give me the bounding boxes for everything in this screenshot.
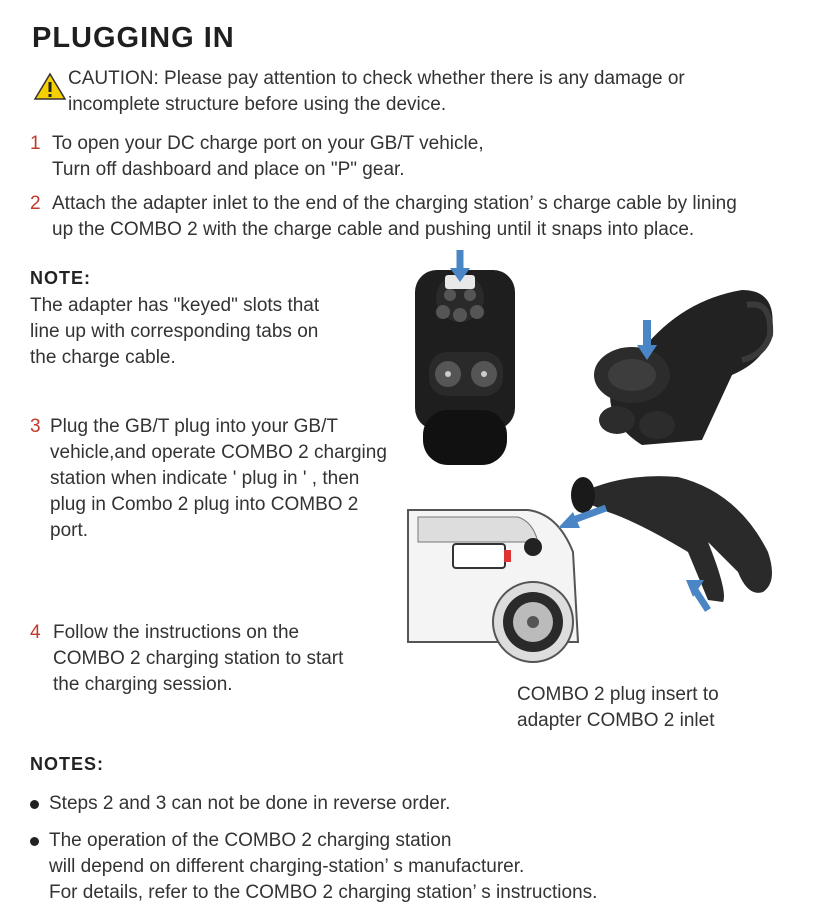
step-line: Turn off dashboard and place on "P" gear. bbox=[52, 159, 405, 180]
step-number: 2 bbox=[30, 193, 41, 214]
step-line: Follow the instructions on the bbox=[53, 622, 300, 643]
bullet-line: will depend on different charging-station’ s manufacturer. bbox=[49, 856, 525, 877]
note-line: the charge cable. bbox=[30, 347, 176, 368]
illustration-caption bbox=[517, 682, 719, 734]
caption-line: adapter COMBO 2 inlet bbox=[517, 710, 715, 731]
bullet-line: The operation of the COMBO 2 charging station bbox=[49, 830, 452, 851]
step-number: 3 bbox=[30, 416, 41, 437]
warning-icon bbox=[34, 72, 66, 100]
page-title: PLUGGING IN bbox=[32, 22, 235, 54]
car-combo2-illustration bbox=[408, 462, 808, 672]
gbt-plug-illustration bbox=[582, 280, 782, 455]
bullet-icon bbox=[30, 800, 39, 809]
step-line: COMBO 2 charging station to start bbox=[53, 648, 344, 669]
caption-line: COMBO 2 plug insert to bbox=[517, 684, 719, 705]
step-line: plug in Combo 2 plug into COMBO 2 bbox=[50, 494, 359, 515]
note-body bbox=[30, 293, 319, 371]
step-number: 4 bbox=[30, 622, 41, 643]
step-line: To open your DC charge port on your GB/T vehicle, bbox=[52, 133, 484, 154]
adapter-front-illustration bbox=[405, 250, 525, 475]
caution-line: incomplete structure before using the device. bbox=[68, 94, 447, 115]
step-line: the charging session. bbox=[53, 674, 233, 695]
step-line: up the COMBO 2 with the charge cable and pushing until it snaps into place. bbox=[52, 219, 695, 240]
step-line: vehicle,and operate COMBO 2 charging bbox=[50, 442, 387, 463]
bullet-line: For details, refer to the COMBO 2 charging station’ s instructions. bbox=[49, 882, 598, 903]
step-line: Plug the GB/T plug into your GB/T bbox=[50, 416, 338, 437]
step-number: 1 bbox=[30, 133, 41, 154]
note-line: line up with corresponding tabs on bbox=[30, 321, 319, 342]
step-line: port. bbox=[50, 520, 89, 541]
bullet-line: Steps 2 and 3 can not be done in reverse order. bbox=[49, 793, 451, 814]
caution-text bbox=[68, 66, 685, 118]
notes-heading: NOTES: bbox=[30, 754, 105, 774]
note-heading: NOTE: bbox=[30, 268, 91, 288]
bullet-icon bbox=[30, 837, 39, 846]
step-line: Attach the adapter inlet to the end of the charging station’ s charge cable by lining bbox=[52, 193, 737, 214]
caution-line: CAUTION: Please pay attention to check whether there is any damage or bbox=[68, 68, 685, 89]
step-line: station when indicate ' plug in ' , then bbox=[50, 468, 360, 489]
note-line: The adapter has "keyed" slots that bbox=[30, 295, 320, 316]
